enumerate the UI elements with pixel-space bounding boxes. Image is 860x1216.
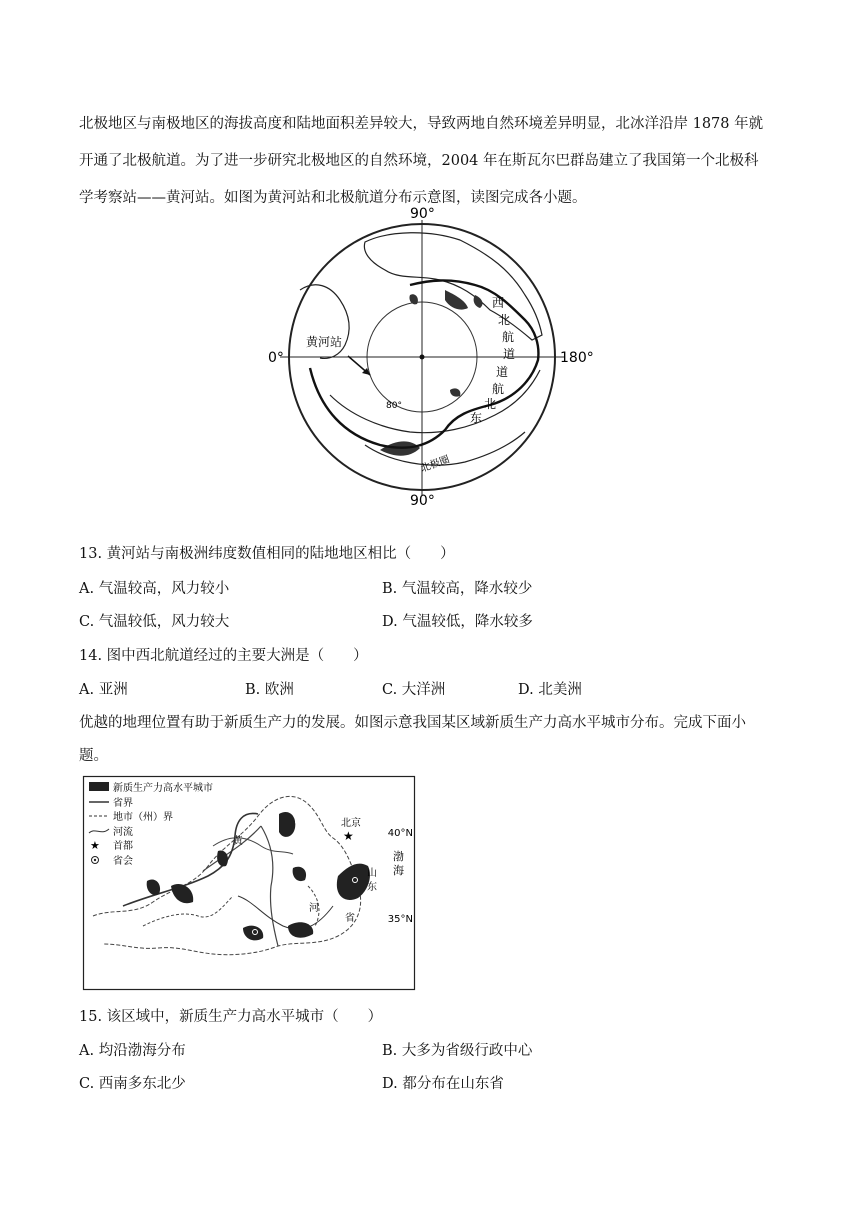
label-35n: 35°N xyxy=(387,914,413,925)
q13-option-c[interactable]: C. 气温较低，风力较大 xyxy=(79,614,230,630)
nw-route-char-2: 北 xyxy=(498,313,511,327)
label-shandong-1: 山 xyxy=(367,868,377,879)
legend-provincial-capital: 省会 xyxy=(113,856,133,867)
q15-option-c[interactable]: C. 西南多东北少 xyxy=(79,1076,186,1092)
label-bohai-2: 海 xyxy=(393,864,404,877)
q15-option-a[interactable]: A. 均沿渤海分布 xyxy=(79,1043,186,1059)
q13-option-a[interactable]: A. 气温较高，风力较小 xyxy=(79,581,230,597)
label-bohai-1: 渤 xyxy=(393,850,404,863)
nw-route-char-1: 西 xyxy=(492,296,505,310)
label-shandong-2: 东 xyxy=(367,882,377,893)
legend-river: 河流 xyxy=(113,827,133,838)
region-map xyxy=(83,776,415,990)
q14-option-d[interactable]: D. 北美洲 xyxy=(518,682,582,698)
label-beijing: 北京 xyxy=(341,818,361,829)
q15-option-d[interactable]: D. 都分布在山东省 xyxy=(382,1076,504,1092)
passage-1-line-2: 开通了北极航道。为了进一步研究北极地区的自然环境，2004 年在斯瓦尔巴群岛建立了我国第一个北极科 xyxy=(79,153,759,169)
arctic-circle-label: 北极圈 xyxy=(419,454,452,475)
ne-route-char-1: 道 xyxy=(496,365,509,379)
lat-80-label: 80° xyxy=(386,401,402,411)
q14-stem: 14. 图中西北航道经过的主要大洲是（ ） xyxy=(79,648,368,664)
ne-route-char-2: 航 xyxy=(492,382,505,396)
ne-route-char-4: 东 xyxy=(470,411,483,425)
passage-2-line-1: 优越的地理位置有助于新质生产力的发展。如图示意我国某区域新质生产力高水平城市分布。完成下面小 xyxy=(79,715,746,731)
label-huang: 黄 xyxy=(233,836,243,847)
beijing-star-icon: ★ xyxy=(343,829,354,843)
label-sheng: 省 xyxy=(345,913,355,924)
q13-option-d[interactable]: D. 气温较低，降水较多 xyxy=(382,614,533,630)
legend-capital-icon: ★ xyxy=(90,839,100,852)
label-top-90: 90° xyxy=(410,206,435,222)
label-bottom-90: 90° xyxy=(410,493,435,509)
q14-option-c[interactable]: C. 大洋洲 xyxy=(382,682,446,698)
label-he: 河 xyxy=(309,903,319,914)
arctic-map xyxy=(270,200,600,520)
q14-option-b[interactable]: B. 欧洲 xyxy=(245,682,294,698)
legend-capital: 首都 xyxy=(113,841,133,852)
q13-option-b[interactable]: B. 气温较高，降水较少 xyxy=(382,581,533,597)
legend-prefecture: 地市（州）界 xyxy=(113,812,173,823)
label-40n: 40°N xyxy=(387,828,413,839)
q15-option-b[interactable]: B. 大多为省级行政中心 xyxy=(382,1043,533,1059)
q14-option-a[interactable]: A. 亚洲 xyxy=(79,682,128,698)
passage-2-line-2: 题。 xyxy=(79,748,108,764)
q15-stem: 15. 该区域中，新质生产力高水平城市（ ） xyxy=(79,1009,383,1025)
nw-route-char-3: 航 xyxy=(502,330,515,344)
nw-route-char-4: 道 xyxy=(503,347,516,361)
passage-1-line-1: 北极地区与南极地区的海拔高度和陆地面积差异较大，导致两地自然环境差异明显，北冰洋沿岸 1878 年就 xyxy=(79,116,764,132)
passage-1-line-3: 学考察站——黄河站。如图为黄河站和北极航道分布示意图，读图完成各小题。 xyxy=(79,190,587,206)
station-label: 黄河站 xyxy=(306,335,343,349)
legend-province: 省界 xyxy=(113,798,133,809)
q13-stem: 13. 黄河站与南极洲纬度数值相同的陆地地区相比（ ） xyxy=(79,546,455,562)
ne-route-char-3: 北 xyxy=(484,397,497,411)
label-left-0: 0° xyxy=(268,350,284,366)
legend-city: 新质生产力高水平城市 xyxy=(113,783,213,794)
label-right-180: 180° xyxy=(560,350,594,366)
